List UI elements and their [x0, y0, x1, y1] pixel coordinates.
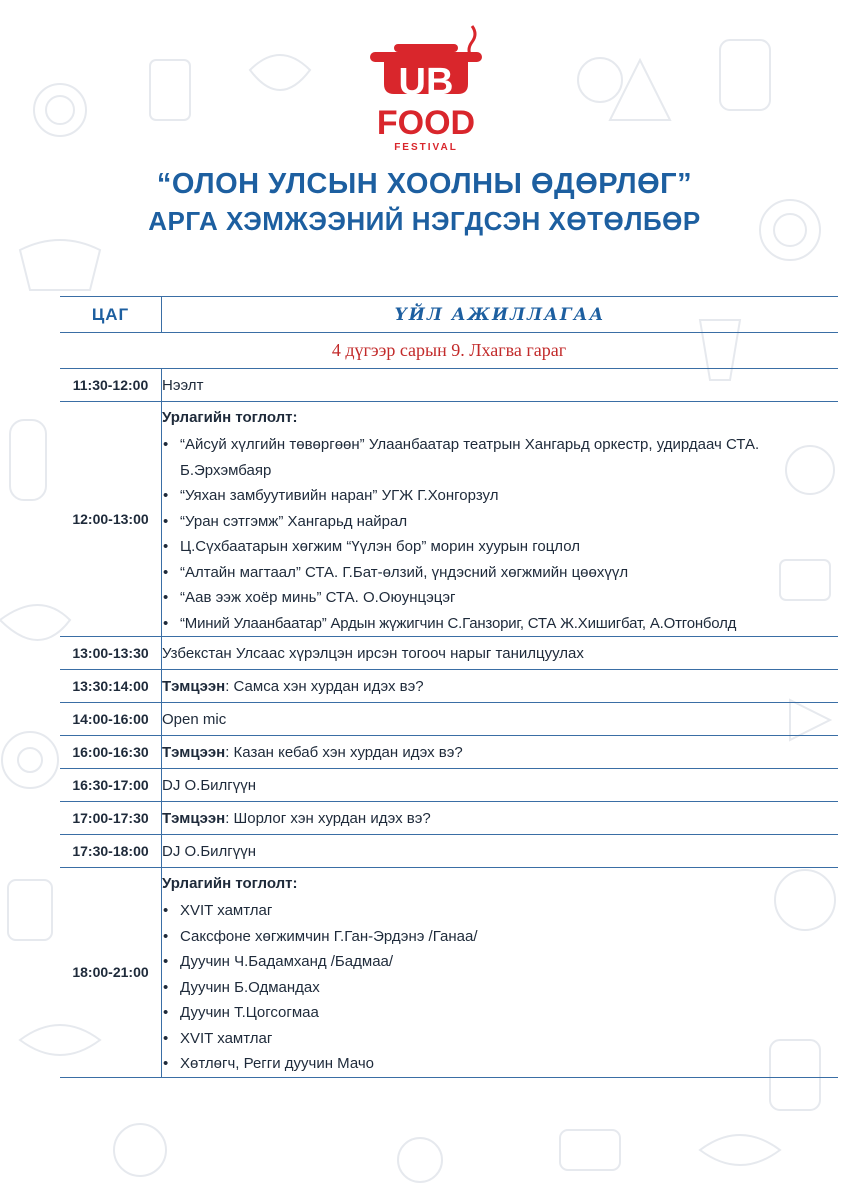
contest-text: : Казан кебаб хэн хурдан идэх вэ? — [225, 743, 463, 761]
list-item: • XVIT хамтлаг — [180, 898, 838, 924]
contest-label: Тэмцээн — [162, 809, 226, 827]
activity-cell: DJ О.Билгүүн — [162, 769, 839, 802]
contest-text: : Шорлог хэн хурдан идэх вэ? — [225, 809, 431, 827]
table-row — [60, 402, 838, 637]
activity-cell: Open mic — [162, 703, 839, 736]
activity-cell — [162, 402, 839, 637]
time-cell: 17:30-18:00 — [60, 835, 162, 868]
activity-cell — [162, 670, 839, 703]
table-row — [60, 637, 838, 670]
page-title-line2: АРГА ХЭМЖЭЭНИЙ НЭГДСЭН ХӨТӨЛБӨР — [148, 206, 701, 236]
table-row — [60, 835, 838, 868]
list-item: • “Уран сэтгэмж” Хангарьд найрал — [180, 509, 838, 535]
table-row — [60, 703, 838, 736]
table-row — [60, 736, 838, 769]
list-item: • “Уяхан замбуутивийн наран” УГЖ Г.Хонгорзул — [180, 483, 838, 509]
date-row — [60, 333, 838, 369]
performance-heading: Урлагийн тоглолт: — [162, 409, 298, 426]
date-label: 4 дүгээр сарын 9. Лхагва гараг — [60, 333, 838, 369]
table-header-row — [60, 297, 838, 333]
logo-text-food: FOOD — [376, 104, 476, 142]
list-item: • XVIT хамтлаг — [180, 1026, 838, 1052]
activity-cell: DJ О.Билгүүн — [162, 835, 839, 868]
logo-text-festival: FESTIVAL — [394, 142, 458, 153]
list-item: • Хөтлөгч, Регги дуучин Мачо — [180, 1051, 838, 1077]
list-item: • “Айсуй хүлгийн төвөргөөн” Улаанбаатар театрын Хангарьд оркестр, удирдаач СТА. Б.Эрхэмбаяр — [180, 432, 838, 483]
column-header-activity: ҮЙЛ АЖИЛЛАГАА — [162, 297, 839, 333]
time-cell: 16:00-16:30 — [60, 736, 162, 769]
activity-cell — [162, 736, 839, 769]
contest-text: : Самса хэн хурдан идэх вэ? — [225, 677, 424, 695]
list-item: • Дуучин Ч.Бадамханд /Бадмаа/ — [180, 949, 838, 975]
time-cell: 13:00-13:30 — [60, 637, 162, 670]
table-row — [60, 802, 838, 835]
activity-cell — [162, 868, 839, 1078]
time-cell: 12:00-13:00 — [60, 402, 162, 637]
table-row — [60, 369, 838, 402]
table-row — [60, 769, 838, 802]
program-table — [60, 296, 838, 1078]
list-item: • Ц.Сүхбаатарын хөгжим “Үүлэн бор” морин хуурын гоцлол — [180, 534, 838, 560]
column-header-time: ЦАГ — [60, 297, 162, 333]
list-item: • “Алтайн магтаал” СТА. Г.Бат-өлзий, үндэсний хөгжмийн цөөхүүл — [180, 560, 838, 586]
performance-list — [162, 432, 838, 636]
list-item: • “Аав ээж хоёр минь” СТА. О.Оюунцэцэг — [180, 585, 838, 611]
list-item: • “Миний Улаанбаатар” Ардын жүжигчин С.Ганзориг, СТА Ж.Хишигбат, А.Отгонболд — [180, 611, 838, 637]
list-item: • Дуучин Б.Одмандах — [180, 975, 838, 1001]
time-cell: 13:30:14:00 — [60, 670, 162, 703]
time-cell: 18:00-21:00 — [60, 868, 162, 1078]
time-cell: 14:00-16:00 — [60, 703, 162, 736]
activity-cell — [162, 802, 839, 835]
time-cell: 11:30-12:00 — [60, 369, 162, 402]
performance-list — [162, 898, 838, 1077]
time-cell: 17:00-17:30 — [60, 802, 162, 835]
performance-heading: Урлагийн тоглолт: — [162, 875, 298, 892]
activity-cell: Нээлт — [162, 369, 839, 402]
time-cell: 16:30-17:00 — [60, 769, 162, 802]
activity-cell: Узбекстан Улсаас хүрэлцэн ирсэн тогооч нарыг танилцуулах — [162, 637, 839, 670]
table-row — [60, 670, 838, 703]
table-row — [60, 868, 838, 1078]
logo-text-ub: UB — [398, 61, 454, 103]
list-item: • Дуучин Т.Цогсогмаа — [180, 1000, 838, 1026]
list-item: • Саксфоне хөгжимчин Г.Ган-Эрдэнэ /Ганаа/ — [180, 924, 838, 950]
contest-label: Тэмцээн — [162, 743, 226, 761]
ub-food-festival-logo — [360, 22, 492, 156]
contest-label: Тэмцээн — [162, 677, 226, 695]
page-title-line1: “ОЛОН УЛСЫН ХООЛНЫ ӨДӨРЛӨГ” — [156, 168, 693, 200]
